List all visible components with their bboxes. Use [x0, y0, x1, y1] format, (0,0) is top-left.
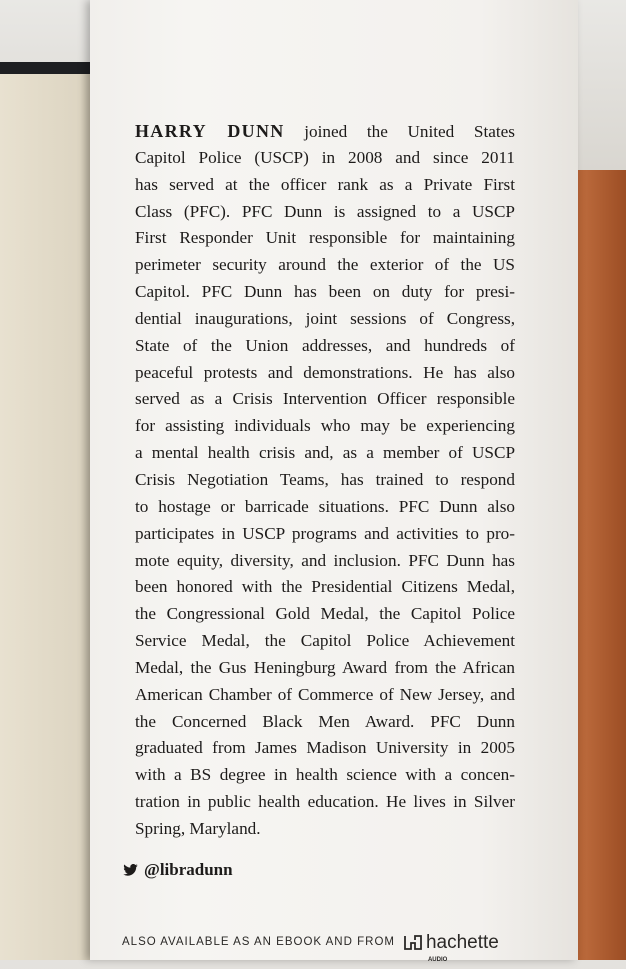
- bio-line: tration in public health education. He lives in Silver: [135, 792, 515, 812]
- publisher-sub: AUDIO: [427, 957, 448, 963]
- bio-line: Medal, the Gus Heningburg Award from the African: [135, 657, 515, 677]
- bio-line: the Concerned Black Men Award. PFC Dunn: [135, 711, 515, 731]
- bio-line: perimeter security around the exterior of the US: [135, 255, 515, 275]
- bio-line: Spring, Maryland.: [135, 818, 261, 838]
- bio-line: the Congressional Gold Medal, the Capitol Police: [135, 604, 515, 624]
- bio-line: graduated from James Madison University in 2005: [135, 738, 515, 758]
- bio-line: dential inaugurations, joint sessions of Congress,: [135, 308, 515, 328]
- bio-line: Service Medal, the Capitol Police Achievement: [135, 631, 515, 651]
- bio-line: Capitol. PFC Dunn has been on duty for presi-: [135, 282, 515, 302]
- bio-line: served as a Crisis Intervention Officer responsible: [135, 389, 515, 409]
- bio-line: Capitol Police (USCP) in 2008 and since 2011: [135, 147, 515, 167]
- bio-line: State of the Union addresses, and hundreds of: [135, 335, 515, 355]
- bio-line: mote equity, diversity, and inclusion. PFC Dunn has: [135, 550, 515, 570]
- bio-line: a mental health crisis and, as a member of USCP: [135, 443, 515, 463]
- author-bio: [135, 118, 515, 843]
- book-cover-edge: [0, 62, 100, 74]
- twitter-bird-icon: [123, 864, 138, 876]
- bio-line: participates in USCP programs and activities to pro-: [135, 523, 515, 543]
- bio-line: been honored with the Presidential Citizens Medal,: [135, 577, 515, 597]
- bio-line: Crisis Negotiation Teams, has trained to respond: [135, 469, 515, 489]
- handle-text: @libradunn: [144, 860, 233, 879]
- book-page: [0, 74, 100, 960]
- bio-line: American Chamber of Commerce of New Jersey, and: [135, 684, 515, 704]
- hachette-logo-icon: [403, 932, 423, 952]
- bio-line: HARRY DUNN joined the United States: [135, 121, 515, 141]
- author-name: HARRY DUNN: [135, 121, 285, 141]
- availability-footer: [122, 932, 499, 963]
- bio-line: to hostage or barricade situations. PFC Dunn also: [135, 496, 515, 516]
- footer-text: ALSO AVAILABLE AS AN EBOOK AND FROM: [122, 936, 395, 948]
- bio-line: with a BS degree in health science with a concen-: [135, 765, 515, 785]
- bio-line: peaceful protests and demonstrations. He has also: [135, 362, 515, 382]
- twitter-handle[interactable]: [123, 860, 233, 880]
- bio-line: Class (PFC). PFC Dunn is assigned to a USCP: [135, 201, 515, 221]
- bio-line: First Responder Unit responsible for maintaining: [135, 228, 515, 248]
- publisher-name: hachette: [425, 932, 499, 953]
- bio-line: for assisting individuals who may be experiencing: [135, 416, 515, 436]
- bio-line: has served at the officer rank as a Private First: [135, 174, 515, 194]
- hachette-audio-logo: [403, 932, 499, 963]
